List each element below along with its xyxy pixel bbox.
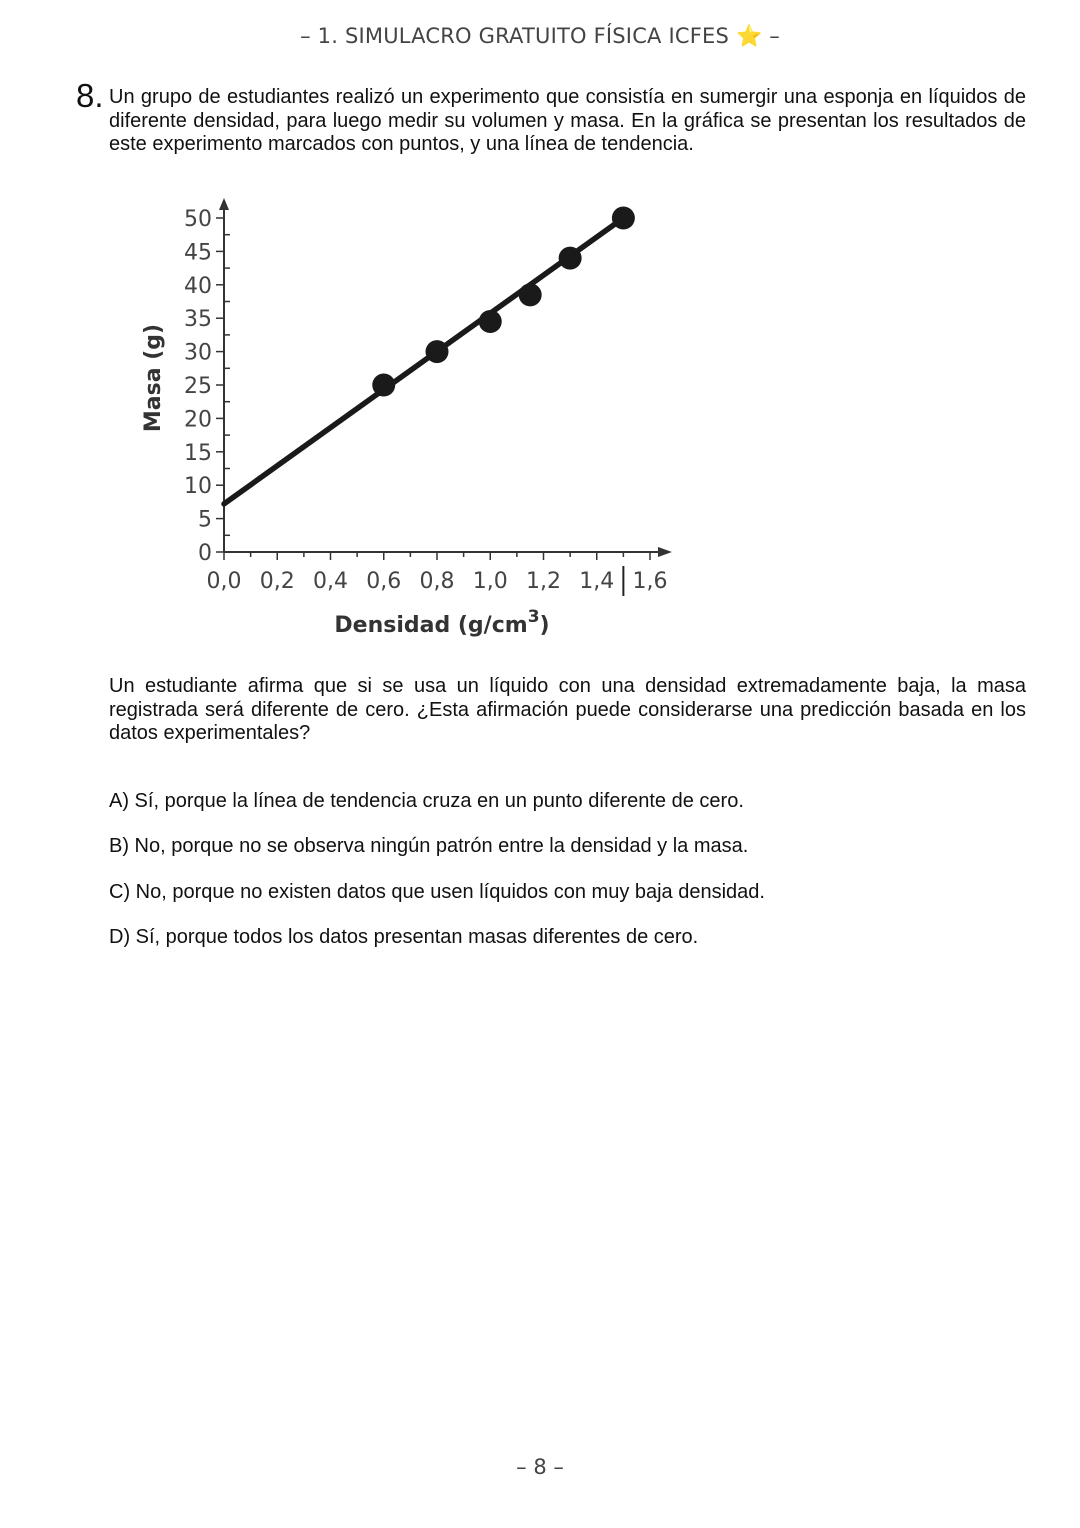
data-point — [559, 247, 582, 270]
x-tick-label: 1,6 — [632, 569, 668, 594]
y-tick-label: 45 — [184, 240, 212, 266]
data-point — [479, 310, 502, 333]
y-tick-label: 50 — [184, 207, 212, 232]
option-a[interactable]: A) Sí, porque la línea de tendencia cruza en un punto diferente de cero. — [109, 790, 744, 812]
y-tick-label: 15 — [184, 440, 212, 466]
x-tick-label: 1,0 — [472, 569, 508, 594]
y-tick-label: 20 — [184, 407, 212, 433]
data-point — [612, 207, 635, 230]
chart-marks — [224, 207, 635, 504]
question-intro: Un grupo de estudiantes realizó un experimento que consistía en sumergir una esponja en líquidos de diferente densidad, para luego medir su volumen y masa. En la gráfica se presentan los resultados de este experimento marcados con puntos, y una línea de tendencia. — [109, 86, 1026, 155]
answer-options — [109, 789, 765, 970]
chart — [130, 190, 690, 650]
x-axis-label-sup: 3 — [527, 607, 540, 627]
header-dash: – — [769, 24, 780, 48]
y-tick-label: 35 — [184, 307, 212, 333]
option-b[interactable]: B) No, porque no se observa ningún patrón entre la densidad y la masa. — [109, 835, 749, 858]
chart-svg — [130, 190, 690, 650]
x-axis-label-main: Densidad (g/cm — [334, 613, 528, 638]
x-tick-label: 0,2 — [259, 569, 295, 594]
question-number: 8. — [76, 77, 104, 114]
data-point — [372, 374, 395, 397]
chart-axes — [219, 198, 672, 557]
x-axis-label-end: ) — [539, 613, 550, 638]
data-point — [426, 340, 449, 363]
y-tick-label: 5 — [198, 507, 212, 533]
question-prompt: Un estudiante afirma que si se usa un líquido con una densidad extremadamente baja, la masa registrada será diferente de cero. ¿Esta afirmación puede considerarse una predicción basada en los datos experimentales? — [109, 675, 1026, 744]
x-ticks — [207, 552, 668, 596]
x-tick-label: 0,4 — [313, 569, 348, 594]
x-tick-label: 1,4 — [579, 569, 615, 594]
x-tick-label: 0,8 — [419, 569, 455, 594]
page-number: – 8 – — [516, 1455, 564, 1479]
y-tick-label: 30 — [184, 340, 212, 366]
header-title: – 1. SIMULACRO GRATUITO FÍSICA ICFES — [300, 24, 730, 48]
option-c[interactable]: C) No, porque no existen datos que usen líquidos con muy baja densidad. — [109, 880, 765, 903]
data-point — [519, 283, 542, 306]
x-axis-label — [334, 607, 549, 638]
star-icon: ⭐ — [735, 24, 763, 48]
page-header — [0, 24, 1080, 49]
x-axis-arrow-icon — [658, 547, 672, 557]
option-d[interactable]: D) Sí, porque todos los datos presentan masas diferentes de cero. — [109, 925, 699, 948]
y-tick-label: 10 — [184, 474, 212, 500]
x-tick-label: 0,0 — [206, 569, 242, 594]
x-tick-label: 1,2 — [526, 569, 561, 594]
y-axis-label: Masa (g) — [141, 323, 166, 433]
y-tick-label: 25 — [184, 374, 212, 399]
y-tick-label: 40 — [184, 273, 212, 299]
y-tick-label: 0 — [198, 541, 212, 566]
x-tick-label: 0,6 — [366, 569, 402, 594]
y-axis-arrow-icon — [219, 198, 229, 210]
